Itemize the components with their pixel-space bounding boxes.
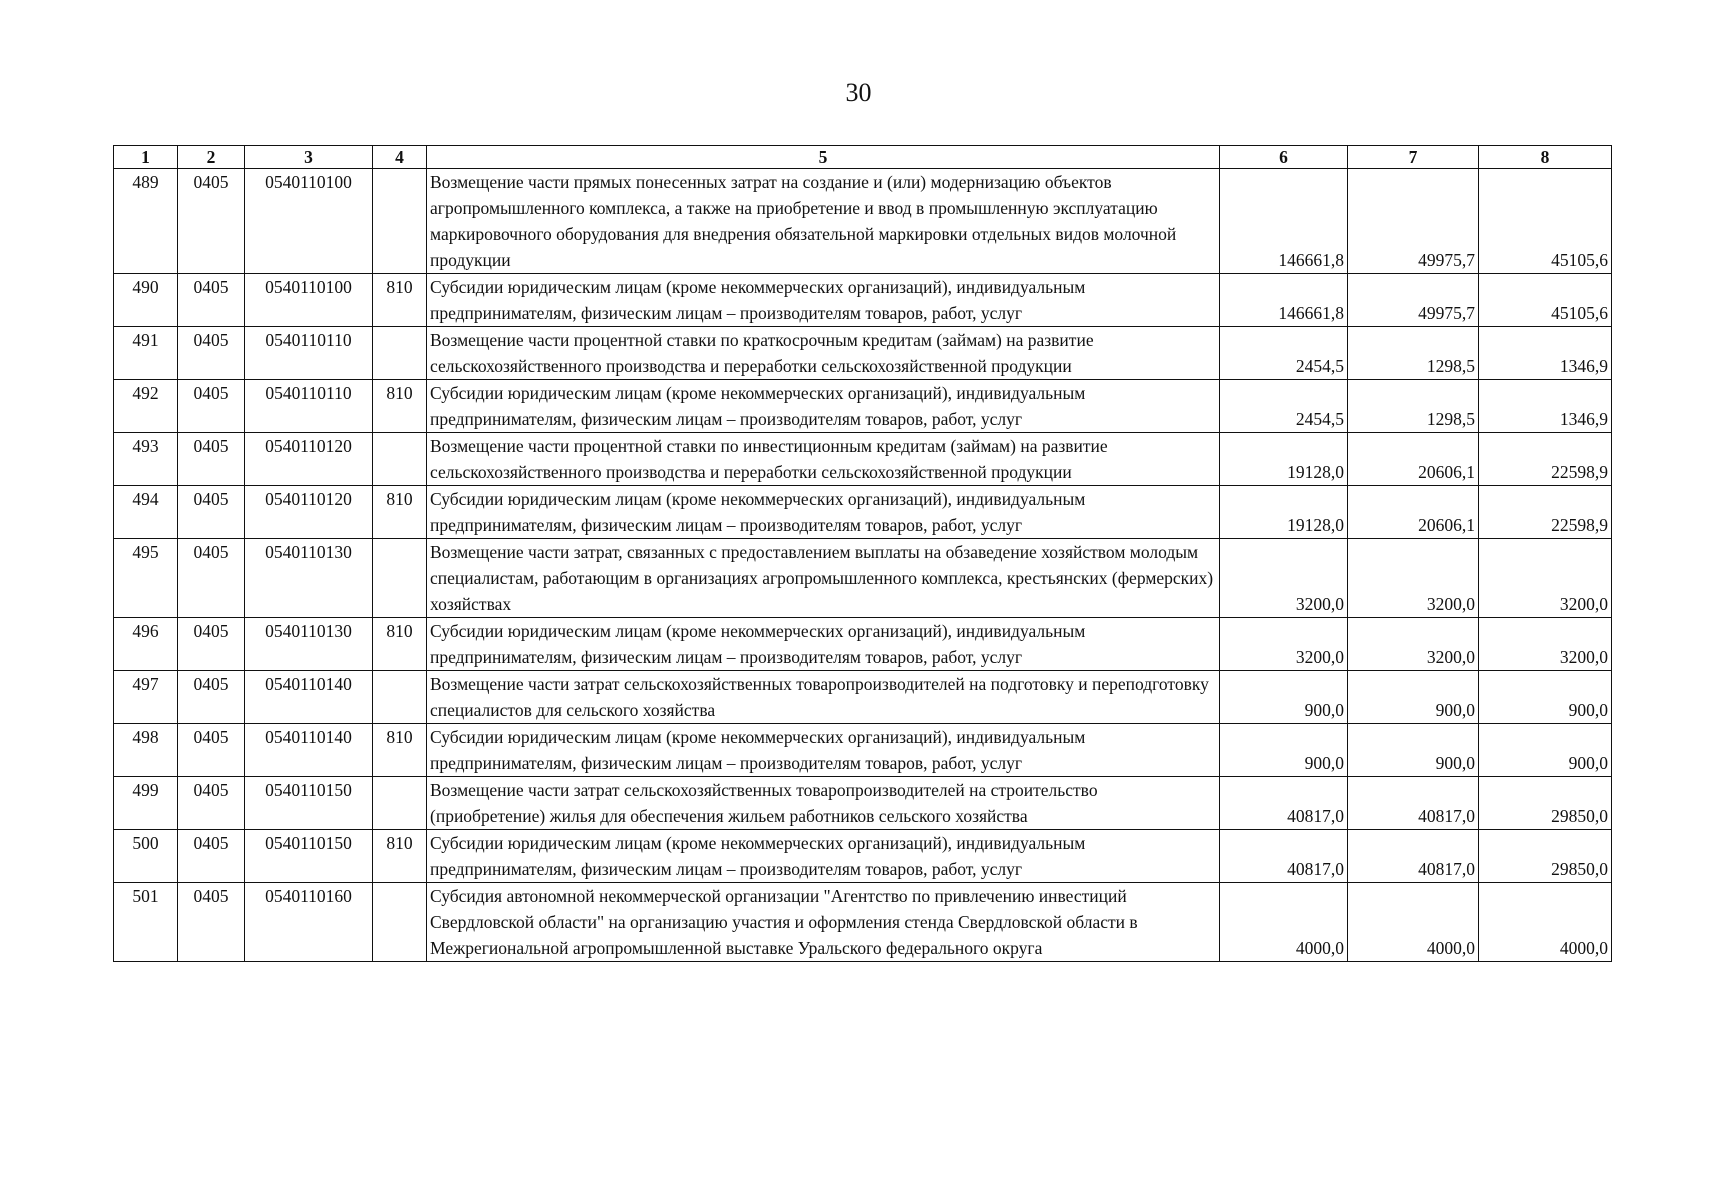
amount-year-1: 4000,0: [1220, 883, 1348, 962]
amount-year-1: 40817,0: [1220, 777, 1348, 830]
section-code: 0405: [178, 539, 245, 618]
amount-year-3: 3200,0: [1479, 618, 1612, 671]
amount-year-2: 1298,5: [1348, 327, 1479, 380]
row-number: 497: [114, 671, 178, 724]
amount-year-1: 900,0: [1220, 671, 1348, 724]
row-number: 501: [114, 883, 178, 962]
amount-year-1: 3200,0: [1220, 539, 1348, 618]
amount-year-3: 29850,0: [1479, 830, 1612, 883]
item-name: Возмещение части процентной ставки по инвестиционным кредитам (займам) на развитие сельскохозяйственного производства и переработки сельскохозяйственной продукции: [427, 433, 1220, 486]
target-code: 0540110110: [245, 380, 373, 433]
expense-type: 810: [373, 724, 427, 777]
amount-year-3: 29850,0: [1479, 777, 1612, 830]
row-number: 499: [114, 777, 178, 830]
amount-year-3: 22598,9: [1479, 486, 1612, 539]
section-code: 0405: [178, 327, 245, 380]
row-number: 494: [114, 486, 178, 539]
row-number: 492: [114, 380, 178, 433]
item-name: Возмещение части затрат сельскохозяйственных товаропроизводителей на подготовку и переподготовку специалистов для сельского хозяйства: [427, 671, 1220, 724]
item-name: Возмещение части прямых понесенных затрат на создание и (или) модернизацию объектов агропромышленного комплекса, а также на приобретение и ввод в промышленную эксплуатацию маркировочного оборудования для внедрения обязательной маркировки отдельных видов молочной продукции: [427, 169, 1220, 274]
amount-year-3: 1346,9: [1479, 327, 1612, 380]
header-col-5: 5: [427, 146, 1220, 169]
section-code: 0405: [178, 883, 245, 962]
section-code: 0405: [178, 380, 245, 433]
item-name: Возмещение части затрат сельскохозяйственных товаропроизводителей на строительство (приобретение) жилья для обеспечения жильем работников сельского хозяйства: [427, 777, 1220, 830]
target-code: 0540110120: [245, 486, 373, 539]
target-code: 0540110100: [245, 274, 373, 327]
header-col-7: 7: [1348, 146, 1479, 169]
target-code: 0540110140: [245, 671, 373, 724]
table-row: [114, 380, 1612, 433]
amount-year-2: 40817,0: [1348, 777, 1479, 830]
header-col-6: 6: [1220, 146, 1348, 169]
table-row: [114, 274, 1612, 327]
amount-year-2: 4000,0: [1348, 883, 1479, 962]
amount-year-2: 900,0: [1348, 671, 1479, 724]
item-name: Субсидии юридическим лицам (кроме некоммерческих организаций), индивидуальным предпринимателям, физическим лицам – производителям товаров, работ, услуг: [427, 724, 1220, 777]
target-code: 0540110160: [245, 883, 373, 962]
item-name: Возмещение части затрат, связанных с предоставлением выплаты на обзаведение хозяйством молодым специалистам, работающим в организациях агропромышленного комплекса, крестьянских (фермерских) хозяйствах: [427, 539, 1220, 618]
target-code: 0540110140: [245, 724, 373, 777]
section-code: 0405: [178, 830, 245, 883]
amount-year-1: 900,0: [1220, 724, 1348, 777]
table-row: [114, 671, 1612, 724]
amount-year-3: 45105,6: [1479, 274, 1612, 327]
amount-year-2: 3200,0: [1348, 539, 1479, 618]
row-number: 489: [114, 169, 178, 274]
amount-year-3: 3200,0: [1479, 539, 1612, 618]
table-row: [114, 724, 1612, 777]
expense-type: 810: [373, 618, 427, 671]
header-col-4: 4: [373, 146, 427, 169]
expense-type: [373, 327, 427, 380]
amount-year-3: 4000,0: [1479, 883, 1612, 962]
table-row: [114, 777, 1612, 830]
target-code: 0540110130: [245, 618, 373, 671]
row-number: 495: [114, 539, 178, 618]
amount-year-3: 1346,9: [1479, 380, 1612, 433]
page-number: 30: [845, 78, 872, 107]
amount-year-3: 45105,6: [1479, 169, 1612, 274]
table-row: [114, 883, 1612, 962]
target-code: 0540110150: [245, 830, 373, 883]
expense-type: [373, 539, 427, 618]
amount-year-1: 2454,5: [1220, 327, 1348, 380]
item-name: Субсидия автономной некоммерческой организации "Агентство по привлечению инвестиций Свердловской области" на организацию участия и оформления стенда Свердловской области в Межрегиональной агропромышленной выставке Уральского федерального округа: [427, 883, 1220, 962]
amount-year-3: 900,0: [1479, 671, 1612, 724]
item-name: Субсидии юридическим лицам (кроме некоммерческих организаций), индивидуальным предпринимателям, физическим лицам – производителям товаров, работ, услуг: [427, 380, 1220, 433]
amount-year-1: 19128,0: [1220, 433, 1348, 486]
item-name: Субсидии юридическим лицам (кроме некоммерческих организаций), индивидуальным предпринимателям, физическим лицам – производителям товаров, работ, услуг: [427, 618, 1220, 671]
table-row: [114, 830, 1612, 883]
amount-year-3: 22598,9: [1479, 433, 1612, 486]
item-name: Субсидии юридическим лицам (кроме некоммерческих организаций), индивидуальным предпринимателям, физическим лицам – производителям товаров, работ, услуг: [427, 274, 1220, 327]
amount-year-2: 20606,1: [1348, 486, 1479, 539]
expense-type: 810: [373, 380, 427, 433]
section-code: 0405: [178, 433, 245, 486]
expense-type: 810: [373, 830, 427, 883]
expense-type: [373, 777, 427, 830]
expense-type: [373, 169, 427, 274]
section-code: 0405: [178, 486, 245, 539]
amount-year-2: 40817,0: [1348, 830, 1479, 883]
amount-year-1: 3200,0: [1220, 618, 1348, 671]
section-code: 0405: [178, 274, 245, 327]
section-code: 0405: [178, 618, 245, 671]
amount-year-2: 20606,1: [1348, 433, 1479, 486]
expense-type: [373, 433, 427, 486]
amount-year-1: 19128,0: [1220, 486, 1348, 539]
amount-year-3: 900,0: [1479, 724, 1612, 777]
section-code: 0405: [178, 777, 245, 830]
section-code: 0405: [178, 724, 245, 777]
row-number: 493: [114, 433, 178, 486]
header-col-1: 1: [114, 146, 178, 169]
row-number: 491: [114, 327, 178, 380]
expense-type: [373, 671, 427, 724]
amount-year-1: 2454,5: [1220, 380, 1348, 433]
amount-year-1: 40817,0: [1220, 830, 1348, 883]
row-number: 496: [114, 618, 178, 671]
row-number: 490: [114, 274, 178, 327]
target-code: 0540110130: [245, 539, 373, 618]
amount-year-2: 49975,7: [1348, 169, 1479, 274]
expense-type: 810: [373, 274, 427, 327]
amount-year-2: 900,0: [1348, 724, 1479, 777]
expense-type: 810: [373, 486, 427, 539]
target-code: 0540110150: [245, 777, 373, 830]
table-row: [114, 433, 1612, 486]
amount-year-2: 1298,5: [1348, 380, 1479, 433]
table-row: [114, 618, 1612, 671]
header-col-2: 2: [178, 146, 245, 169]
item-name: Субсидии юридическим лицам (кроме некоммерческих организаций), индивидуальным предпринимателям, физическим лицам – производителям товаров, работ, услуг: [427, 486, 1220, 539]
section-code: 0405: [178, 169, 245, 274]
amount-year-2: 3200,0: [1348, 618, 1479, 671]
budget-table: [113, 145, 1612, 962]
section-code: 0405: [178, 671, 245, 724]
item-name: Субсидии юридическим лицам (кроме некоммерческих организаций), индивидуальным предпринимателям, физическим лицам – производителям товаров, работ, услуг: [427, 830, 1220, 883]
header-col-3: 3: [245, 146, 373, 169]
target-code: 0540110120: [245, 433, 373, 486]
row-number: 498: [114, 724, 178, 777]
table-header-row: [114, 146, 1612, 169]
table-row: [114, 486, 1612, 539]
table-row: [114, 169, 1612, 274]
header-col-8: 8: [1479, 146, 1612, 169]
item-name: Возмещение части процентной ставки по краткосрочным кредитам (займам) на развитие сельскохозяйственного производства и переработки сельскохозяйственной продукции: [427, 327, 1220, 380]
table-row: [114, 327, 1612, 380]
row-number: 500: [114, 830, 178, 883]
target-code: 0540110100: [245, 169, 373, 274]
amount-year-2: 49975,7: [1348, 274, 1479, 327]
target-code: 0540110110: [245, 327, 373, 380]
amount-year-1: 146661,8: [1220, 169, 1348, 274]
amount-year-1: 146661,8: [1220, 274, 1348, 327]
table-row: [114, 539, 1612, 618]
expense-type: [373, 883, 427, 962]
